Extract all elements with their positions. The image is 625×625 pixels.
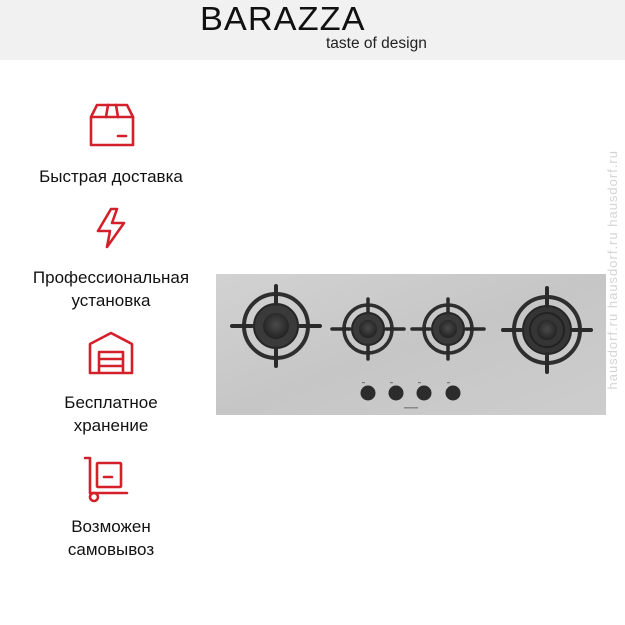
feature-label-storage xyxy=(0,391,226,437)
delivery-box-icon xyxy=(88,101,136,149)
feature-label-line: Профессиональная xyxy=(32,268,190,287)
hand-truck-icon xyxy=(83,455,135,503)
lightning-icon xyxy=(93,207,129,249)
feature-label-line: самовывоз xyxy=(67,540,155,559)
knob xyxy=(389,386,404,401)
header-bar xyxy=(0,0,625,60)
knob xyxy=(446,386,461,401)
brand-tagline: taste of design xyxy=(326,35,427,52)
watermark-text: hausdorf.ru hausdorf.ru hausdorf.ru xyxy=(605,150,620,390)
feature-label-delivery: Быстрая доставка xyxy=(39,167,183,186)
brand-logo: BARAZZA xyxy=(200,0,366,37)
feature-label-line: Возможен xyxy=(71,517,151,536)
feature-label-line: Бесплатное xyxy=(64,393,158,412)
feature-label-installation xyxy=(0,266,226,312)
warehouse-icon xyxy=(87,330,135,376)
feature-label-line: установка xyxy=(71,291,151,310)
product-image-gas-hob xyxy=(216,274,606,415)
feature-label-pickup xyxy=(0,515,226,561)
hob-brand-mark xyxy=(404,407,418,409)
knob xyxy=(361,386,376,401)
watermark xyxy=(603,150,623,620)
knob xyxy=(417,386,432,401)
feature-label-line: хранение xyxy=(73,416,149,435)
